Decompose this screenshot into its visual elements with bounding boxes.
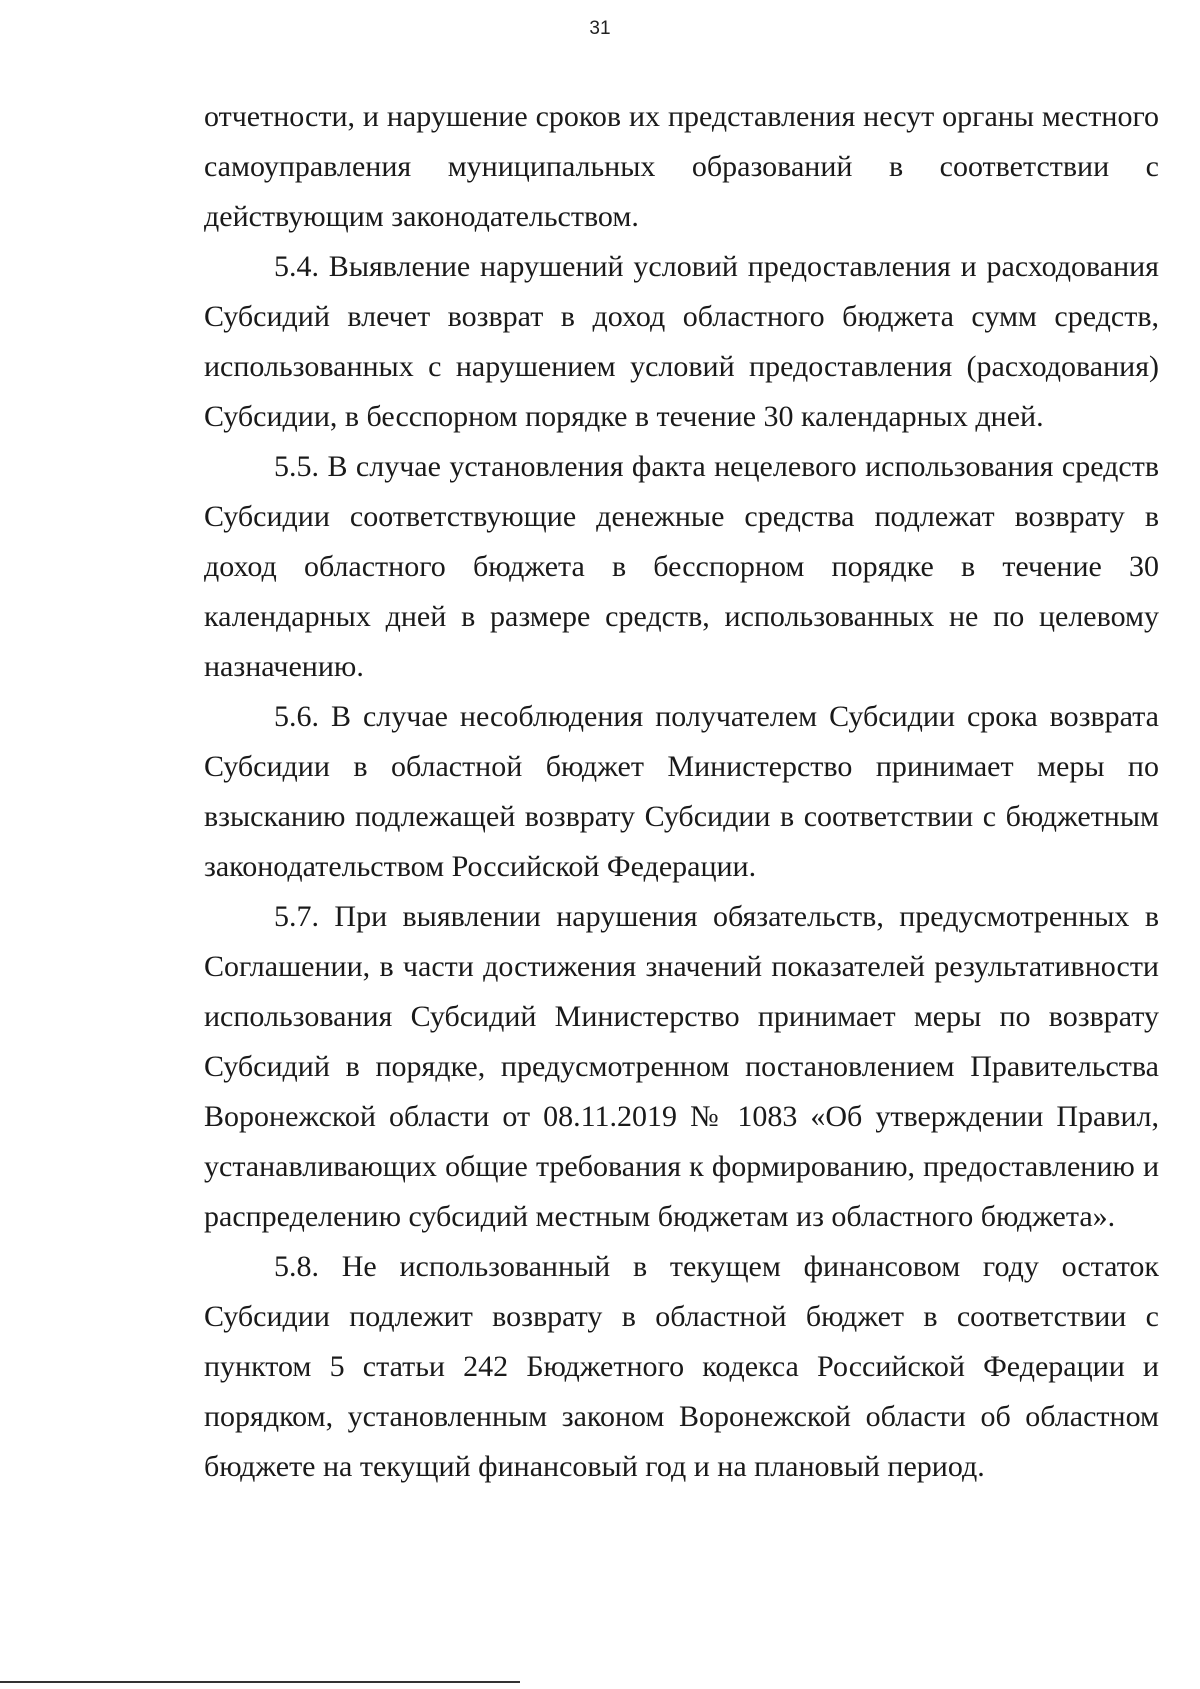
document-body: [204, 92, 1159, 1492]
paragraph-5-7: 5.7. При выявлении нарушения обязательств, предусмотренных в Соглашении, в части достижения значений показателей результативности использования Субсидий Министерство принимает меры по возврату Субсидий в порядке, предусмотренном постановлением Правительства Воронежской области от 08.11.2019 № 1083 «Об утверждении Правил, устанавливающих общие требования к формированию, предоставлению и распределению субсидий местным бюджетам из областного бюджета».: [204, 900, 1159, 1233]
paragraph-5-8: 5.8. Не использованный в текущем финансовом году остаток Субсидии подлежит возврату в областной бюджет в соответствии с пунктом 5 статьи 242 Бюджетного кодекса Российской Федерации и порядком, установленным законом Воронежской области об областном бюджете на текущий финансовый год и на плановый период.: [204, 1250, 1159, 1483]
paragraph-5-5: 5.5. В случае установления факта нецелевого использования средств Субсидии соответствующие денежные средства подлежат возврату в доход областного бюджета в бесспорном порядке в течение 30 календарных дней в размере средств, использованных не по целевому назначению.: [204, 450, 1159, 683]
footer-divider: [0, 1681, 520, 1683]
paragraph-5-6: 5.6. В случае несоблюдения получателем Субсидии срока возврата Субсидии в областной бюджет Министерство принимает меры по взысканию подлежащей возврату Субсидии в соответствии с бюджетным законодательством Российской Федерации.: [204, 700, 1159, 883]
page-number: 31: [589, 18, 611, 39]
paragraph-5-4: 5.4. Выявление нарушений условий предоставления и расходования Субсидий влечет возврат в доход областного бюджета сумм средств, использованных с нарушением условий предоставления (расходования) Субсидии, в бесспорном порядке в течение 30 календарных дней.: [204, 250, 1159, 433]
paragraph-continuation: отчетности, и нарушение сроков их представления несут органы местного самоуправления муниципальных образований в соответствии с действующим законодательством.: [204, 100, 1159, 233]
